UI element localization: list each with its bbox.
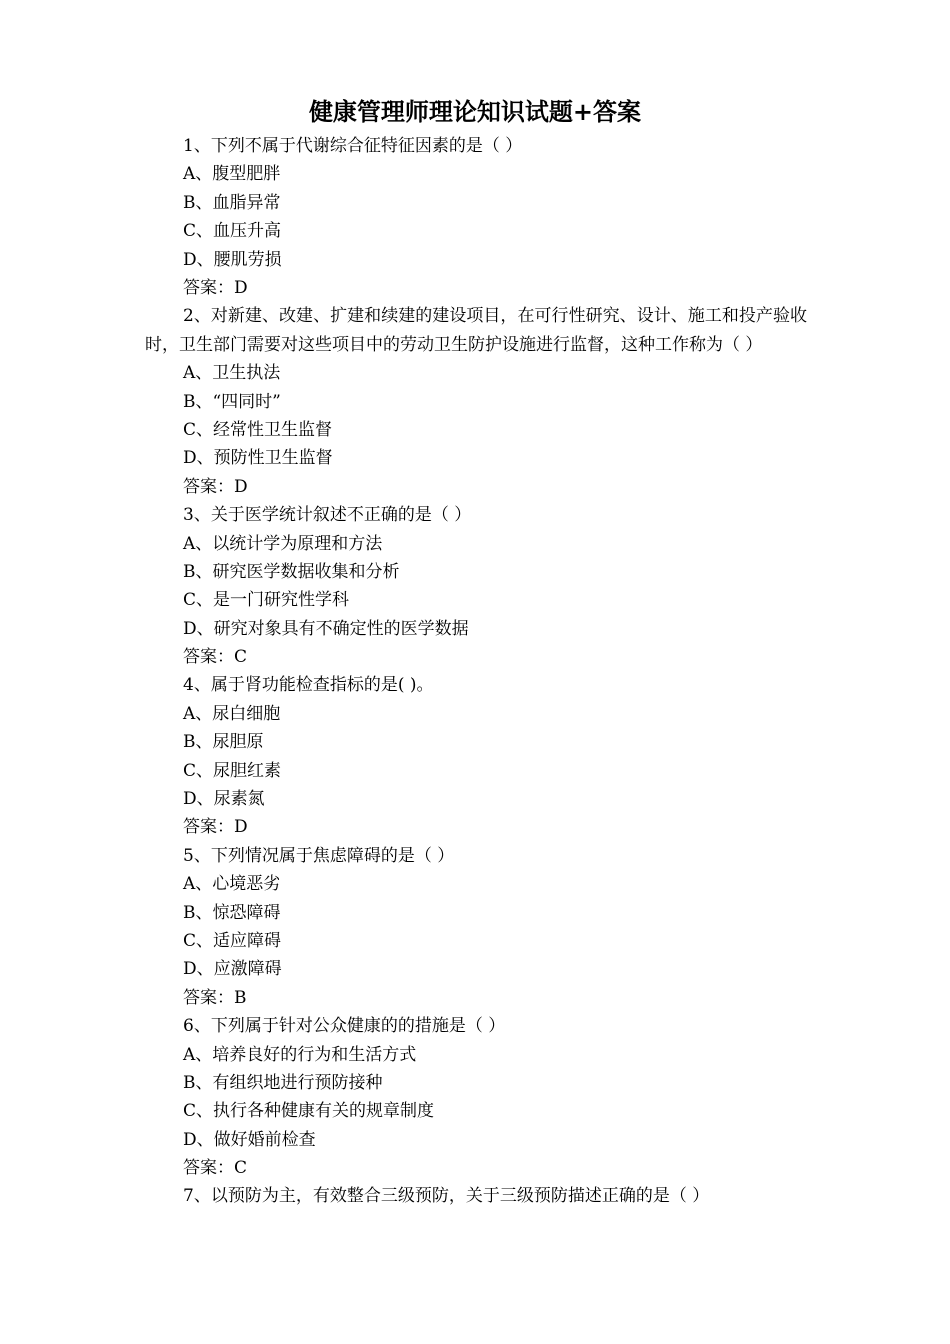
question-option: B、血脂异常 [183, 192, 281, 213]
question-option: C、血压升高 [183, 221, 282, 242]
question-option: A、尿白细胞 [183, 703, 281, 724]
question-3 [145, 501, 807, 671]
question-stem: 7、以预防为主，有效整合三级预防，关于三级预防描述正确的是（ ） [183, 1186, 710, 1207]
question-answer: 答案：D [183, 476, 248, 497]
question-answer: 答案：B [183, 987, 247, 1008]
question-option: D、应激障碍 [183, 959, 282, 980]
question-4 [145, 671, 807, 841]
question-answer: 答案：C [183, 647, 248, 668]
question-answer: 答案：C [183, 1158, 248, 1179]
question-option: C、尿胆红素 [183, 760, 282, 781]
question-6 [145, 1012, 807, 1182]
question-option: D、尿素氮 [183, 789, 265, 810]
question-option: A、心境恶劣 [183, 874, 281, 895]
question-stem: 1、下列不属于代谢综合征特征因素的是（ ） [183, 136, 523, 156]
question-option: B、惊恐障碍 [183, 902, 281, 923]
question-option: A、腹型肥胖 [183, 164, 281, 185]
question-option: C、适应障碍 [183, 930, 282, 951]
question-answer: 答案：D [183, 817, 248, 838]
question-option: D、做好婚前检查 [183, 1129, 316, 1150]
question-option: D、腰肌劳损 [183, 249, 282, 270]
question-2 [145, 302, 807, 501]
question-list [145, 132, 807, 1211]
question-stem: 3、关于医学统计叙述不正确的是（ ） [183, 505, 472, 526]
question-option: B、尿胆原 [183, 732, 264, 753]
question-option: D、研究对象具有不确定性的医学数据 [183, 618, 469, 639]
question-stem: 6、下列属于针对公众健康的的措施是（ ） [183, 1016, 506, 1037]
question-option: A、卫生执法 [183, 363, 281, 384]
question-option: C、经常性卫生监督 [183, 419, 333, 440]
question-option: C、是一门研究性学科 [183, 590, 350, 611]
question-option: B、“四同时” [183, 391, 281, 412]
question-7 [145, 1182, 807, 1210]
question-stem: 4、属于肾功能检查指标的是( )。 [183, 675, 434, 696]
question-answer: 答案：D [183, 277, 248, 298]
question-1 [145, 132, 807, 302]
document-title: 健康管理师理论知识试题+答案 [308, 97, 642, 126]
question-option: C、执行各种健康有关的规章制度 [183, 1101, 435, 1122]
question-stem: 5、下列情况属于焦虑障碍的是（ ） [183, 845, 455, 866]
question-stem: 2、对新建、改建、扩建和续建的建设项目，在可行性研究、设计、施工和投产验收时，卫生部门需要对这些项目中的劳动卫生防护设施进行监督，这种工作称为（ ） [145, 306, 807, 355]
question-option: B、研究医学数据收集和分析 [183, 561, 400, 582]
question-option: A、以统计学为原理和方法 [183, 533, 383, 554]
question-option: D、预防性卫生监督 [183, 448, 333, 469]
question-5 [145, 842, 807, 1012]
question-option: B、有组织地进行预防接种 [183, 1072, 383, 1093]
question-option: A、培养良好的行为和生活方式 [183, 1044, 417, 1065]
